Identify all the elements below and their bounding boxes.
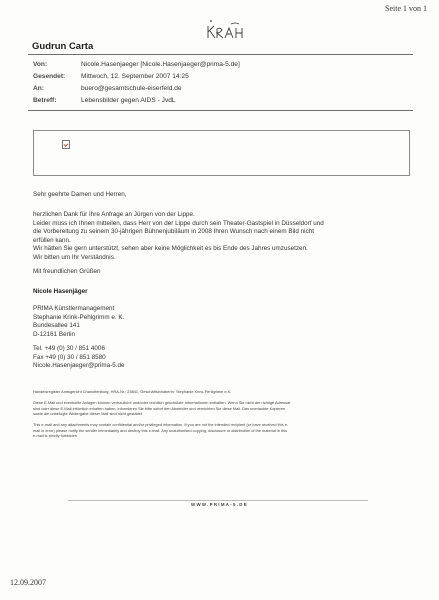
- signer-name: Nicole Hasenjäger: [33, 288, 88, 295]
- sent-label: Gesendet:: [33, 73, 66, 80]
- disclaimer-line: sind oder diese E-Mail irrtümlich erhalten haben, informieren Sie bitte sofort den Absender und vernichten Sie diese Mail. Das unerlaubte Kopieren: [33, 405, 286, 411]
- embedded-image-frame: [33, 130, 410, 176]
- body-line: herzlichen Dank für Ihre Anfrage an Jürgen von der Lippe.: [33, 211, 195, 218]
- sent-value: Mittwoch, 12. September 2007 14:25: [81, 73, 189, 80]
- to-value: buero@gesamtschule-eiserfeld.de: [81, 85, 182, 92]
- footer-rule: [68, 500, 368, 501]
- broken-image-icon: [62, 140, 70, 149]
- header-rule-top: [28, 54, 413, 55]
- header-subject-row: [33, 96, 176, 105]
- body-line: erfüllen kann.: [33, 236, 71, 244]
- disclaimer-line: Diese E-Mail und eventuelle Anlagen können vertrauliche und/oder rechtlich geschützte Informationen enthalten. Wenn Sie nicht der richtige Adressat: [33, 400, 291, 405]
- disclaimer-line: sowie die unbefugte Weitergabe dieser Mail sind nicht gestattet.: [33, 411, 144, 417]
- handwritten-note: [205, 18, 253, 45]
- signature-block: [33, 305, 413, 339]
- english-disclaimer: [33, 422, 411, 439]
- disclaimer-line: e-mail is strictly forbidden.: [33, 433, 78, 439]
- fax-number: Fax +49 (0) 30 / 851 8580: [33, 353, 106, 361]
- disclaimer-line: mail in error) please notify the sender immediately and destroy this e-mail. Any unauthorised copying, disclosure or distribution of the material in this: [33, 427, 288, 433]
- phone-number: Tel. +49 (0) 30 / 851 4006: [33, 345, 105, 352]
- german-disclaimer: [33, 400, 411, 417]
- print-date: 12.09.2007: [10, 578, 46, 587]
- handwritten-note-graphic: [205, 18, 253, 40]
- header-to-row: [33, 84, 182, 93]
- salutation: Sehr geehrte Damen und Herren,: [33, 191, 127, 198]
- from-value: Nicole.Hasenjaeger [Nicole.Hasenjaeger@prima-5.de]: [81, 61, 240, 68]
- register-note: Handelsregister Amtsgericht Charlottenburg, HRA-Nr.: 25841, Geschäftsinhaberin: Stephanie Krink-Pehlgrimm e.K.: [33, 389, 232, 394]
- disclaimer-line: This e-mail and any attachments may contain confidential and/or privileged information. If you are not the intended recipient (or have received this e-: [33, 422, 289, 427]
- email-address[interactable]: Nicole.Hasenjaeger@prima-5.de: [33, 362, 125, 370]
- to-label: An:: [33, 85, 44, 92]
- body-line: die Vorbereitung zu seinem 30-jährigen Bühnenjubiläum in 2008 Ihren Wunsch nach einem Bild nicht: [33, 228, 314, 236]
- footer-url[interactable]: WWW.PRIMA-5.DE: [191, 502, 248, 507]
- body-line: Wir hätten Sie gern unterstützt, sehen aber keine Möglichkeit es bis Ende des Jahres umzusetzen.: [33, 245, 308, 253]
- page-number: Seite 1 von 1: [385, 4, 427, 13]
- signature-line: Bundesallee 141: [33, 322, 80, 330]
- from-label: Von:: [33, 61, 48, 68]
- subject-label: Betreff:: [33, 97, 57, 104]
- contact-block: [33, 345, 413, 371]
- subject-value: Lebensbilder gegen AIDS - JvdL: [81, 97, 176, 104]
- body-line: Leider muss ich Ihnen mitteilen, dass Herr von der Lippe durch sein Theater-Gastspiel in Düsseldorf und: [33, 219, 324, 227]
- header-sent-row: [33, 72, 189, 81]
- body-line: Wir bitten um Ihr Verständnis.: [33, 253, 116, 261]
- sender-name: Gudrun Carta: [32, 41, 94, 52]
- message-body: [33, 211, 413, 263]
- closing: Mit freundlichen Grüßen: [33, 268, 101, 275]
- signature-line: PRIMA Künstlermanagement: [33, 305, 115, 312]
- signature-line: D-12161 Berlin: [33, 330, 76, 338]
- signature-line: Stephanie Krink-Pehlgrimm e. K.: [33, 313, 125, 321]
- header-rule-bottom: [28, 110, 413, 111]
- header-from-row: [33, 60, 240, 69]
